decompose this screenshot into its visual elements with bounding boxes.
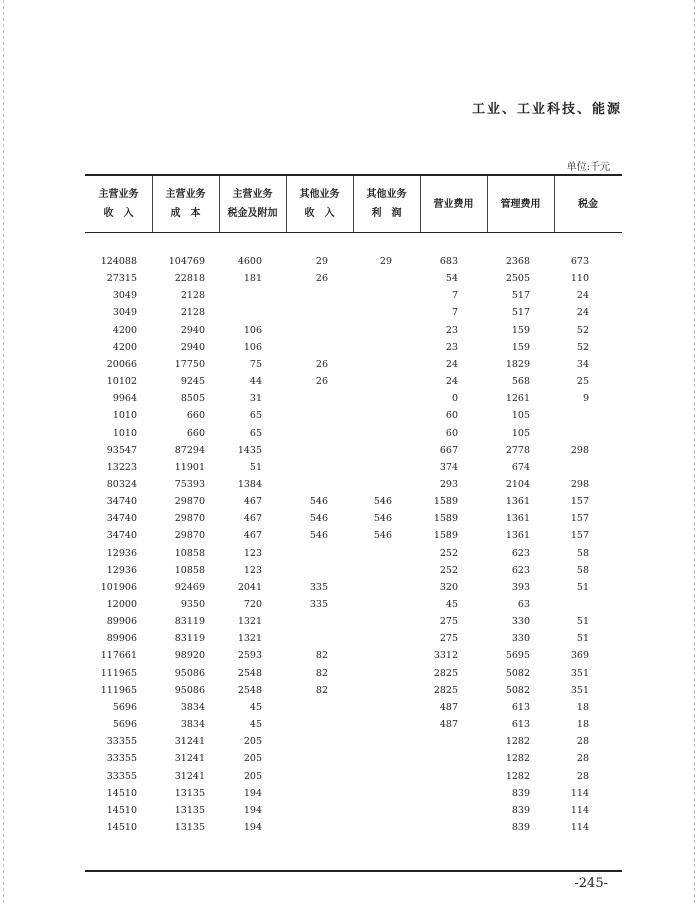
table-cell: 517: [511, 307, 530, 319]
table-cell: 839: [511, 787, 530, 799]
table-cell: 2940: [180, 341, 205, 353]
table-cell: 839: [511, 804, 530, 816]
table-cell: 159: [511, 341, 530, 353]
table-cell: 546: [309, 530, 328, 542]
table-cell: 82: [315, 650, 328, 662]
table-cell: 159: [511, 324, 530, 336]
header-tax: 税金: [578, 198, 598, 210]
table-cell: 157: [570, 496, 589, 508]
table-cell: 14510: [106, 821, 137, 833]
table-cell: 487: [439, 719, 458, 731]
table-cell: 546: [309, 513, 328, 525]
table-cell: 29870: [174, 496, 205, 508]
table-cell: 351: [570, 684, 589, 696]
table-cell: 95086: [174, 684, 205, 696]
table-row: [0, 750, 700, 768]
table-cell: 1282: [505, 770, 530, 782]
table-cell: 2041: [237, 581, 262, 593]
table-cell: 252: [439, 547, 458, 559]
table-cell: 93547: [106, 444, 137, 456]
table-cell: 335: [309, 581, 328, 593]
table-cell: 124088: [100, 256, 137, 267]
table-cell: 10858: [174, 547, 205, 559]
table-cell: 1384: [237, 478, 262, 490]
table-cell: 1261: [505, 393, 530, 405]
table-cell: 3049: [112, 307, 137, 319]
table-cell: 52: [576, 324, 589, 336]
table-cell: 2128: [180, 307, 205, 319]
table-cell: 12000: [106, 599, 137, 610]
table-cell: 105: [511, 427, 530, 439]
table-cell: 393: [511, 581, 530, 593]
table-row: [0, 768, 700, 786]
table-cell: 298: [570, 478, 589, 490]
table-cell: 12936: [106, 547, 137, 559]
table-cell: 31: [249, 393, 262, 405]
table-cell: 18: [576, 719, 589, 731]
table-cell: 1282: [505, 736, 530, 748]
table-cell: 293: [439, 478, 458, 490]
table-cell: 26: [315, 273, 328, 285]
table-row: [0, 373, 700, 391]
table-cell: 194: [243, 804, 262, 816]
table-cell: 351: [570, 667, 589, 679]
table-cell: 1361: [505, 530, 530, 542]
table-cell: 98920: [174, 650, 205, 662]
table-cell: 2825: [433, 684, 458, 696]
table-cell: 613: [511, 701, 530, 713]
table-cell: 674: [511, 461, 530, 473]
table-cell: 83119: [174, 633, 205, 645]
table-cell: 34: [576, 358, 589, 370]
table-cell: 58: [576, 564, 589, 576]
table-cell: 517: [511, 290, 530, 302]
table-cell: 3312: [433, 650, 458, 662]
table-row: [0, 699, 700, 717]
table-row: [0, 459, 700, 477]
header-main-cost: 主营业务 成 本: [165, 189, 206, 219]
table-cell: 4600: [237, 256, 262, 267]
table-cell: 33355: [106, 736, 137, 748]
table-cell: 660: [186, 410, 205, 422]
table-cell: 114: [570, 804, 589, 816]
table-cell: 44: [249, 376, 262, 388]
table-cell: 2104: [505, 478, 530, 490]
table-cell: 320: [439, 581, 458, 593]
table-cell: 623: [511, 564, 530, 576]
table-cell: 9350: [180, 599, 205, 610]
table-cell: 34740: [106, 496, 137, 508]
table-cell: 5082: [505, 684, 530, 696]
table-cell: 10102: [106, 376, 137, 388]
table-cell: 89906: [106, 616, 137, 628]
table-cell: 5082: [505, 667, 530, 679]
table-cell: 13135: [174, 787, 205, 799]
table-cell: 123: [243, 547, 262, 559]
header-other-profit: 其他业务 利 润: [366, 189, 407, 219]
table-cell: 14510: [106, 804, 137, 816]
table-cell: 65: [249, 427, 262, 439]
table-cell: 5696: [112, 719, 137, 731]
table-cell: 13135: [174, 804, 205, 816]
table-row: [0, 442, 700, 460]
table-cell: 2593: [237, 650, 262, 662]
table-cell: 546: [309, 496, 328, 508]
table-cell: 11901: [174, 461, 205, 473]
table-cell: 467: [243, 513, 262, 525]
table-cell: 2778: [505, 444, 530, 456]
table-cell: 10858: [174, 564, 205, 576]
table-cell: 2548: [237, 684, 262, 696]
table-row: [0, 579, 700, 597]
table-cell: 80324: [106, 478, 137, 490]
table-cell: 275: [439, 633, 458, 645]
table-cell: 683: [439, 256, 458, 267]
header-selling-expense: 营业费用: [433, 198, 474, 210]
table-cell: 58: [576, 547, 589, 559]
table-cell: 110: [570, 273, 589, 285]
table-row: [0, 253, 700, 271]
table-cell: 275: [439, 616, 458, 628]
table-cell: 82: [315, 667, 328, 679]
table-row: [0, 493, 700, 511]
table-cell: 28: [576, 736, 589, 748]
table-cell: 181: [243, 273, 262, 285]
table-cell: 335: [309, 599, 328, 610]
table-cell: 28: [576, 770, 589, 782]
table-cell: 205: [243, 753, 262, 765]
table-row: [0, 425, 700, 443]
table-cell: 7: [451, 290, 458, 302]
table-cell: 20066: [106, 358, 137, 370]
table-cell: 1589: [433, 513, 458, 525]
table-cell: 487: [439, 701, 458, 713]
table-cell: 4200: [112, 341, 137, 353]
table-cell: 111965: [100, 667, 137, 679]
table-cell: 106: [243, 324, 262, 336]
table-cell: 194: [243, 821, 262, 833]
table-cell: 467: [243, 496, 262, 508]
table-cell: 13135: [174, 821, 205, 833]
table-cell: 1282: [505, 753, 530, 765]
table-cell: 205: [243, 770, 262, 782]
table-row: [0, 596, 700, 614]
table-cell: 23: [445, 324, 458, 336]
table-cell: 194: [243, 787, 262, 799]
table-cell: 114: [570, 787, 589, 799]
table-cell: 1010: [112, 410, 137, 422]
table-row: [0, 510, 700, 528]
table-cell: 0: [451, 393, 458, 405]
table-cell: 13223: [106, 461, 137, 473]
table-cell: 95086: [174, 667, 205, 679]
table-row: [0, 287, 700, 305]
table-cell: 92469: [174, 581, 205, 593]
section-title: 工业、工业科技、能源: [471, 102, 622, 117]
table-cell: 839: [511, 821, 530, 833]
table-cell: 467: [243, 530, 262, 542]
table-cell: 1010: [112, 427, 137, 439]
page-number: -245-: [574, 876, 608, 891]
table-cell: 114: [570, 821, 589, 833]
table-row: [0, 665, 700, 683]
table-cell: 60: [445, 410, 458, 422]
table-row: [0, 613, 700, 631]
table-cell: 75: [249, 358, 262, 370]
table-cell: 117661: [100, 650, 137, 662]
table-row: [0, 270, 700, 288]
table-cell: 9964: [112, 393, 137, 405]
table-cell: 5695: [505, 650, 530, 662]
table-cell: 720: [243, 599, 262, 610]
table-cell: 27315: [106, 273, 137, 285]
table-cell: 54: [445, 273, 458, 285]
table-cell: 369: [570, 650, 589, 662]
table-cell: 31241: [174, 770, 205, 782]
table-cell: 1589: [433, 530, 458, 542]
table-row: [0, 407, 700, 425]
table-cell: 123: [243, 564, 262, 576]
table-cell: 104769: [168, 256, 205, 267]
table-cell: 89906: [106, 633, 137, 645]
table-cell: 63: [517, 599, 530, 610]
table-cell: 2505: [505, 273, 530, 285]
table-cell: 157: [570, 530, 589, 542]
table-cell: 51: [249, 461, 262, 473]
table-cell: 1435: [237, 444, 262, 456]
table-cell: 45: [249, 701, 262, 713]
table-cell: 1361: [505, 496, 530, 508]
table-cell: 87294: [174, 444, 205, 456]
table-row: [0, 527, 700, 545]
table-row: [0, 322, 700, 340]
table-cell: 105: [511, 410, 530, 422]
table-cell: 667: [439, 444, 458, 456]
table-row: [0, 339, 700, 357]
table-cell: 23: [445, 341, 458, 353]
table-row: [0, 356, 700, 374]
table-row: [0, 476, 700, 494]
table-cell: 26: [315, 376, 328, 388]
table-row: [0, 630, 700, 648]
table-cell: 673: [570, 256, 589, 267]
table-row: [0, 733, 700, 751]
header-main-tax: 主营业务 税金及附加: [227, 189, 278, 219]
table-cell: 24: [445, 376, 458, 388]
table-cell: 14510: [106, 787, 137, 799]
table-cell: 1589: [433, 496, 458, 508]
table-header-rule: [85, 232, 622, 233]
table-cell: 1321: [237, 633, 262, 645]
table-cell: 2368: [505, 256, 530, 267]
table-cell: 29: [315, 256, 328, 267]
table-cell: 252: [439, 564, 458, 576]
table-cell: 83119: [174, 616, 205, 628]
table-row: [0, 390, 700, 408]
unit-label: 单位:千元: [566, 162, 610, 173]
table-cell: 2940: [180, 324, 205, 336]
table-cell: 51: [576, 616, 589, 628]
table-row: [0, 647, 700, 665]
header-admin-expense: 管理费用: [500, 198, 541, 210]
table-cell: 31241: [174, 753, 205, 765]
table-cell: 24: [576, 307, 589, 319]
table-cell: 26: [315, 358, 328, 370]
table-cell: 106: [243, 341, 262, 353]
table-cell: 17750: [174, 358, 205, 370]
table-row: [0, 785, 700, 803]
table-cell: 3049: [112, 290, 137, 302]
table-cell: 374: [439, 461, 458, 473]
table-cell: 60: [445, 427, 458, 439]
table-cell: 7: [451, 307, 458, 319]
table-cell: 568: [511, 376, 530, 388]
table-cell: 24: [445, 358, 458, 370]
table-cell: 12936: [106, 564, 137, 576]
table-cell: 45: [249, 719, 262, 731]
table-cell: 33355: [106, 770, 137, 782]
table-cell: 75393: [174, 478, 205, 490]
table-row: [0, 545, 700, 563]
table-cell: 34740: [106, 530, 137, 542]
table-cell: 330: [511, 633, 530, 645]
table-cell: 51: [576, 633, 589, 645]
table-cell: 546: [373, 513, 392, 525]
table-cell: 24: [576, 290, 589, 302]
table-cell: 22818: [174, 273, 205, 285]
table-cell: 3834: [180, 719, 205, 731]
table-cell: 9: [582, 393, 589, 405]
table-cell: 65: [249, 410, 262, 422]
table-row: [0, 304, 700, 322]
table-cell: 2128: [180, 290, 205, 302]
table-cell: 660: [186, 427, 205, 439]
header-other-revenue: 其他业务 收 入: [299, 189, 340, 219]
table-cell: 33355: [106, 753, 137, 765]
table-cell: 8505: [180, 393, 205, 405]
table-cell: 546: [373, 496, 392, 508]
table-cell: 18: [576, 701, 589, 713]
table-row: [0, 682, 700, 700]
table-row: [0, 562, 700, 580]
table-row: [0, 819, 700, 837]
table-cell: 31241: [174, 736, 205, 748]
header-main-revenue: 主营业务 收 入: [98, 189, 139, 219]
table-row: [0, 802, 700, 820]
table-cell: 101906: [100, 581, 137, 593]
table-row: [0, 716, 700, 734]
table-cell: 623: [511, 547, 530, 559]
table-cell: 298: [570, 444, 589, 456]
table-cell: 2825: [433, 667, 458, 679]
page-bottom-rule: [85, 870, 622, 872]
table-cell: 45: [445, 599, 458, 610]
table-cell: 330: [511, 616, 530, 628]
table-cell: 1361: [505, 513, 530, 525]
table-cell: 205: [243, 736, 262, 748]
table-cell: 613: [511, 719, 530, 731]
table-cell: 29: [379, 256, 392, 267]
table-cell: 52: [576, 341, 589, 353]
table-cell: 546: [373, 530, 392, 542]
table-cell: 157: [570, 513, 589, 525]
table-cell: 29870: [174, 513, 205, 525]
table-cell: 9245: [180, 376, 205, 388]
table-cell: 34740: [106, 513, 137, 525]
table-cell: 4200: [112, 324, 137, 336]
table-cell: 1321: [237, 616, 262, 628]
table-cell: 2548: [237, 667, 262, 679]
table-cell: 3834: [180, 701, 205, 713]
table-cell: 51: [576, 581, 589, 593]
table-cell: 111965: [100, 684, 137, 696]
table-cell: 29870: [174, 530, 205, 542]
table-cell: 82: [315, 684, 328, 696]
table-cell: 5696: [112, 701, 137, 713]
table-cell: 25: [576, 376, 589, 388]
table-cell: 28: [576, 753, 589, 765]
table-cell: 1829: [505, 358, 530, 370]
